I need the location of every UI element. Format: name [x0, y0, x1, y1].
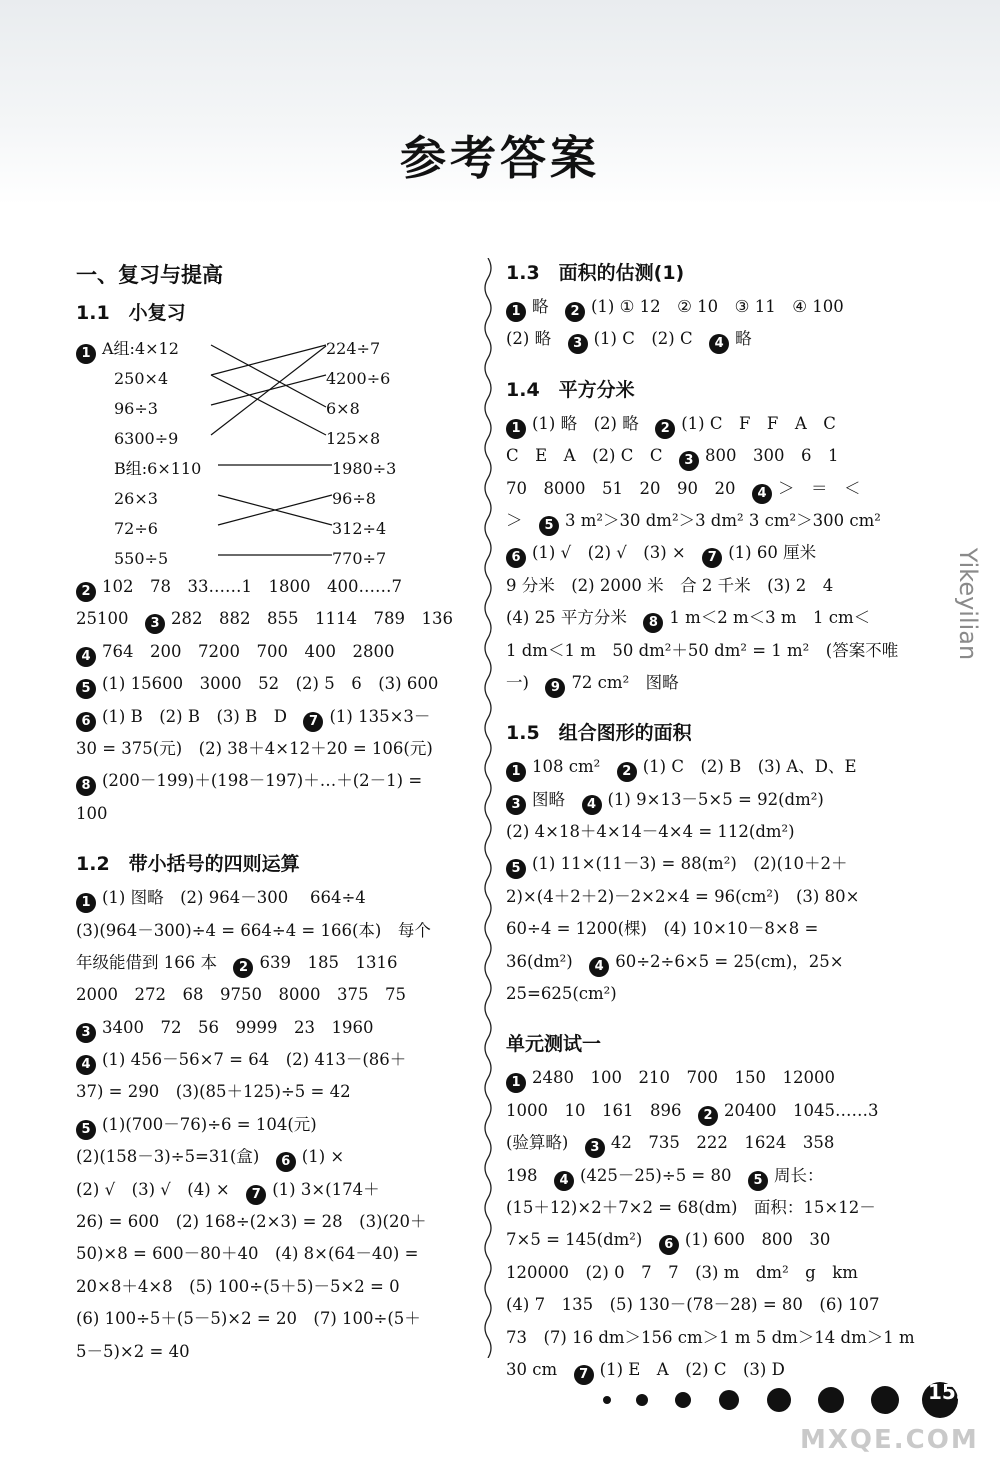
dot [871, 1386, 899, 1414]
question-number-badge: 5 [506, 859, 526, 879]
answer-text: 9 分米 (2) 2000 米 合 2 千米 (3) 2 4 [506, 575, 834, 595]
question-number-badge: 1 [506, 1073, 526, 1093]
answer-line: 4 764 200 7200 700 400 2800 [76, 636, 474, 668]
question-number-badge: 2 [565, 302, 585, 322]
list-item: 1 A组:4×12 [76, 333, 179, 365]
dot [818, 1387, 844, 1413]
list-item: 96÷3 [114, 399, 158, 418]
page-dots [595, 1378, 965, 1418]
answer-text: (1) C F F A C [681, 413, 836, 433]
subsection-1-4: 1.4 平方分米 [506, 378, 635, 401]
question-number-badge: 1 [506, 302, 526, 322]
answer-text: 73 (7) 16 dm＞156 cm＞1 m 5 dm＞14 dm＞1 m [506, 1327, 915, 1347]
answer-text: 图略 [532, 789, 582, 809]
answer-line [506, 978, 904, 1010]
answer-line [506, 408, 904, 440]
unit-test-heading: 单元测试一 [506, 1033, 602, 1056]
answer-text: 800 300 6 1 [704, 446, 839, 466]
page-title: 参考答案 [400, 131, 600, 185]
answer-text: (1) 略 (2) 略 [532, 413, 656, 433]
answer-text: 略 [532, 297, 565, 316]
list-item: 770÷7 [332, 549, 387, 568]
answer-line: 50)×8 = 600－80＋40 (4) 8×(64－40) = [76, 1244, 419, 1264]
question-number-badge: 5 [539, 516, 559, 536]
subsection-1-5: 1.5 组合图形的面积 [506, 722, 692, 745]
question-number-badge: 6 [506, 548, 526, 568]
side-brand-text: Yikeyilian [954, 547, 983, 661]
answer-text: 120000 (2) 0 7 7 (3) m dm² g km [506, 1262, 858, 1282]
question-number-badge: 3 [679, 451, 699, 471]
answer-text: 36(dm²) [506, 951, 590, 971]
list-item: B组:6×110 [114, 459, 202, 478]
answer-text: (1) C (2) B (3) A、D、E [642, 757, 857, 777]
answer-line: 2000 272 68 9750 8000 375 75 [76, 985, 406, 1005]
answer-text: 70 8000 51 20 90 20 [506, 478, 752, 498]
question-number-badge: 2 [655, 419, 675, 439]
answer-text: 108 cm² [532, 757, 617, 777]
answer-line [506, 784, 904, 816]
list-item: 4200÷6 [326, 369, 391, 388]
answer-line [506, 881, 904, 913]
answer-line: 25100 3 282 882 855 1114 789 136 [76, 603, 474, 635]
question-number-badge: 6 [659, 1235, 679, 1255]
match-line [211, 375, 326, 435]
answer-line: 年级能借到 166 本 2 639 185 1316 [76, 947, 474, 979]
answer-line: 6 (1) B (2) B (3) B D 7 (1) 135×3－ [76, 701, 474, 733]
answer-text: ＞ [506, 510, 539, 530]
question-number-badge: 9 [545, 678, 565, 698]
answer-text: (15＋12)×2＋7×2 = 68(dm) 面积：15×12－ [506, 1197, 876, 1217]
answer-text: 198 [506, 1165, 554, 1185]
matching-exercise [76, 331, 474, 571]
question-number-badge: 4 [582, 795, 602, 815]
answer-text: 1 dm＜1 m 50 dm²＋50 dm² = 1 m² (答案不唯 [506, 640, 899, 660]
answer-line [506, 291, 904, 323]
answer-line [506, 946, 904, 978]
list-item: 224÷7 [326, 339, 381, 358]
list-item: 96÷8 [332, 489, 376, 508]
answer-text: 周长： [774, 1165, 824, 1185]
answer-text: 20400 1045……3 [723, 1100, 879, 1120]
answer-text: 42 735 222 1624 358 [610, 1133, 835, 1153]
answer-line: (6) 100÷5＋(5－5)×2 = 20 (7) 100÷(5＋ [76, 1309, 421, 1329]
match-line [211, 345, 326, 407]
dot [767, 1388, 791, 1412]
answer-line: 5－5)×2 = 40 [76, 1341, 190, 1361]
subsection-1-2: 1.2 带小括号的四则运算 [76, 853, 300, 876]
answer-text: (1) 11×(11－3) = 88(m²) (2)(10＋2＋ [532, 854, 848, 874]
section-heading: 一、复习与提高 [76, 263, 223, 287]
list-item: 72÷6 [114, 519, 158, 538]
answer-line: 8 (200－199)＋(198－197)＋…＋(2－1) = [76, 765, 474, 797]
answer-line [506, 816, 904, 848]
answer-line [506, 602, 904, 634]
answer-line: 26) = 600 (2) 168÷(2×3) = 28 (3)(20＋ [76, 1212, 427, 1232]
question-number-badge: 7 [702, 548, 722, 568]
question-number-badge: 4 [554, 1171, 574, 1191]
left-column [76, 255, 474, 1368]
answer-text: C E A (2) C C [506, 446, 679, 466]
answer-line [506, 1224, 904, 1256]
answer-text: (1) 600 800 30 [684, 1230, 831, 1250]
answer-text: (2) 略 [506, 329, 568, 349]
answer-line: 4 (1) 456－56×7 = 64 (2) 413－(86＋ [76, 1044, 474, 1076]
answer-line [506, 473, 904, 505]
answer-line: 3 3400 72 56 9999 23 1960 [76, 1012, 474, 1044]
match-line [211, 346, 326, 435]
answer-line: 1 (1) 图略 (2) 964－300 664÷4 [76, 882, 474, 914]
question-number-badge: 3 [568, 334, 588, 354]
answer-text: 1000 10 161 896 [506, 1100, 698, 1120]
list-item: 6300÷9 [114, 429, 179, 448]
list-item: 312÷4 [332, 519, 387, 538]
answer-text: (1) 9×13－5×5 = 92(dm²) [607, 789, 824, 809]
dot [636, 1394, 648, 1406]
answer-line [506, 537, 904, 569]
list-item: 250×4 [114, 369, 169, 388]
answer-line [506, 570, 904, 602]
question-number-badge: 4 [589, 957, 609, 977]
answer-line [506, 1322, 915, 1354]
question-number-badge: 1 [506, 762, 526, 782]
answer-line [506, 913, 904, 945]
answer-line [506, 1160, 904, 1192]
answer-text: (4) 25 平方分米 [506, 608, 644, 628]
answer-line: 37) = 290 (3)(85＋125)÷5 = 42 [76, 1082, 351, 1102]
answer-line [506, 1192, 904, 1224]
answer-text: 2)×(4＋2＋2)－2×2×4 = 96(cm²) (3) 80× [506, 886, 860, 906]
question-number-badge: 3 [506, 795, 526, 815]
answer-text: (1) C (2) C [593, 329, 710, 349]
subsection-1-3: 1.3 面积的估测(1) [506, 262, 685, 284]
list-item: 550÷5 [114, 549, 169, 568]
right-column [506, 255, 915, 1386]
answer-line [506, 1095, 904, 1127]
dot [675, 1392, 691, 1408]
answer-text: 2480 100 210 700 150 12000 [532, 1068, 835, 1088]
question-number-badge: 1 [506, 419, 526, 439]
answer-text: (1) √ (2) √ (3) × [532, 543, 703, 563]
answer-line: 2 102 78 33……1 1800 400……7 [76, 571, 474, 603]
answer-line [506, 635, 904, 667]
answer-text: (425－25)÷5 = 80 [580, 1165, 748, 1185]
answer-text: 72 cm² 图略 [571, 672, 679, 692]
answer-line [506, 1289, 904, 1321]
answer-line [506, 1062, 904, 1094]
question-number-badge: 2 [617, 762, 637, 782]
page-number: 153 [928, 1380, 970, 1404]
question-number-badge: 7 [574, 1365, 594, 1385]
answer-line [506, 1127, 904, 1159]
answer-text: (1) ① 12 ② 10 ③ 11 ④ 100 [591, 297, 844, 316]
question-number-badge: 4 [709, 334, 729, 354]
question-number-badge: 8 [643, 613, 663, 633]
answer-text: 7×5 = 145(dm²) [506, 1230, 659, 1250]
answer-line [506, 1257, 904, 1289]
answer-line [506, 751, 904, 783]
list-item: 26×3 [114, 489, 158, 508]
question-number-badge: 2 [698, 1106, 718, 1126]
answer-line [506, 505, 904, 537]
list-item: 1980÷3 [332, 459, 397, 478]
answer-text: 60÷2÷6×5 = 25(cm)，25× [615, 951, 844, 971]
wavy-divider [480, 258, 496, 1358]
answer-text: (2) 4×18＋4×14－4×4 = 112(dm²) [506, 822, 795, 842]
answer-line: 5 (1) 15600 3000 52 (2) 5 6 (3) 600 [76, 668, 474, 700]
answer-line: 5 (1)(700－76)÷6 = 104(元) [76, 1109, 474, 1141]
answer-line: 20×8＋4×8 (5) 100÷(5＋5)－5×2 = 0 [76, 1276, 400, 1296]
question-number-badge: 3 [585, 1138, 605, 1158]
answer-text: 60÷4 = 1200(棵) (4) 10×10－8×8 = [506, 919, 819, 939]
answer-text: (验算略) [506, 1133, 585, 1153]
question-number-badge: 5 [748, 1171, 768, 1191]
answer-text: (1) E A (2) C (3) D [599, 1359, 785, 1379]
answer-text: 30 cm [506, 1359, 574, 1379]
dot [603, 1396, 611, 1404]
answer-line: 100 [76, 803, 108, 823]
list-item: 125×8 [326, 429, 381, 448]
answer-text: ＞ ＝ ＜ [777, 478, 861, 498]
answer-line: (3)(964－300)÷4 = 664÷4 = 166(本) 每个 [76, 920, 431, 940]
question-number-badge: 4 [752, 484, 772, 504]
answer-line: 30 = 375(元) (2) 38＋4×12＋20 = 106(元) [76, 738, 433, 758]
list-item: 6×8 [326, 399, 360, 418]
subsection-1-1: 1.1 小复习 [76, 302, 186, 324]
watermark: MXQE.COM [800, 1425, 979, 1455]
answer-line [506, 848, 904, 880]
answer-line [506, 667, 904, 699]
answer-line [506, 440, 904, 472]
answer-text: (1) 60 厘米 [728, 543, 817, 563]
answer-line [506, 323, 904, 355]
answer-text: 3 m²＞30 dm²＞3 dm² 3 cm²＞300 cm² [565, 510, 881, 530]
answer-line: (2) √ (3) √ (4) × 7 (1) 3×(174＋ [76, 1174, 474, 1206]
answer-text: (4) 7 135 (5) 130－(78－28) = 80 (6) 107 [506, 1295, 880, 1315]
answer-line: (2)(158－3)÷5=31(盒) 6 (1) × [76, 1141, 474, 1173]
answer-text: 一) [506, 672, 546, 692]
answer-text: 25=625(cm²) [506, 984, 617, 1004]
dot [719, 1390, 739, 1410]
answer-text: 略 [735, 329, 752, 349]
answer-text: 1 m＜2 m＜3 m 1 cm＜ [669, 608, 871, 628]
